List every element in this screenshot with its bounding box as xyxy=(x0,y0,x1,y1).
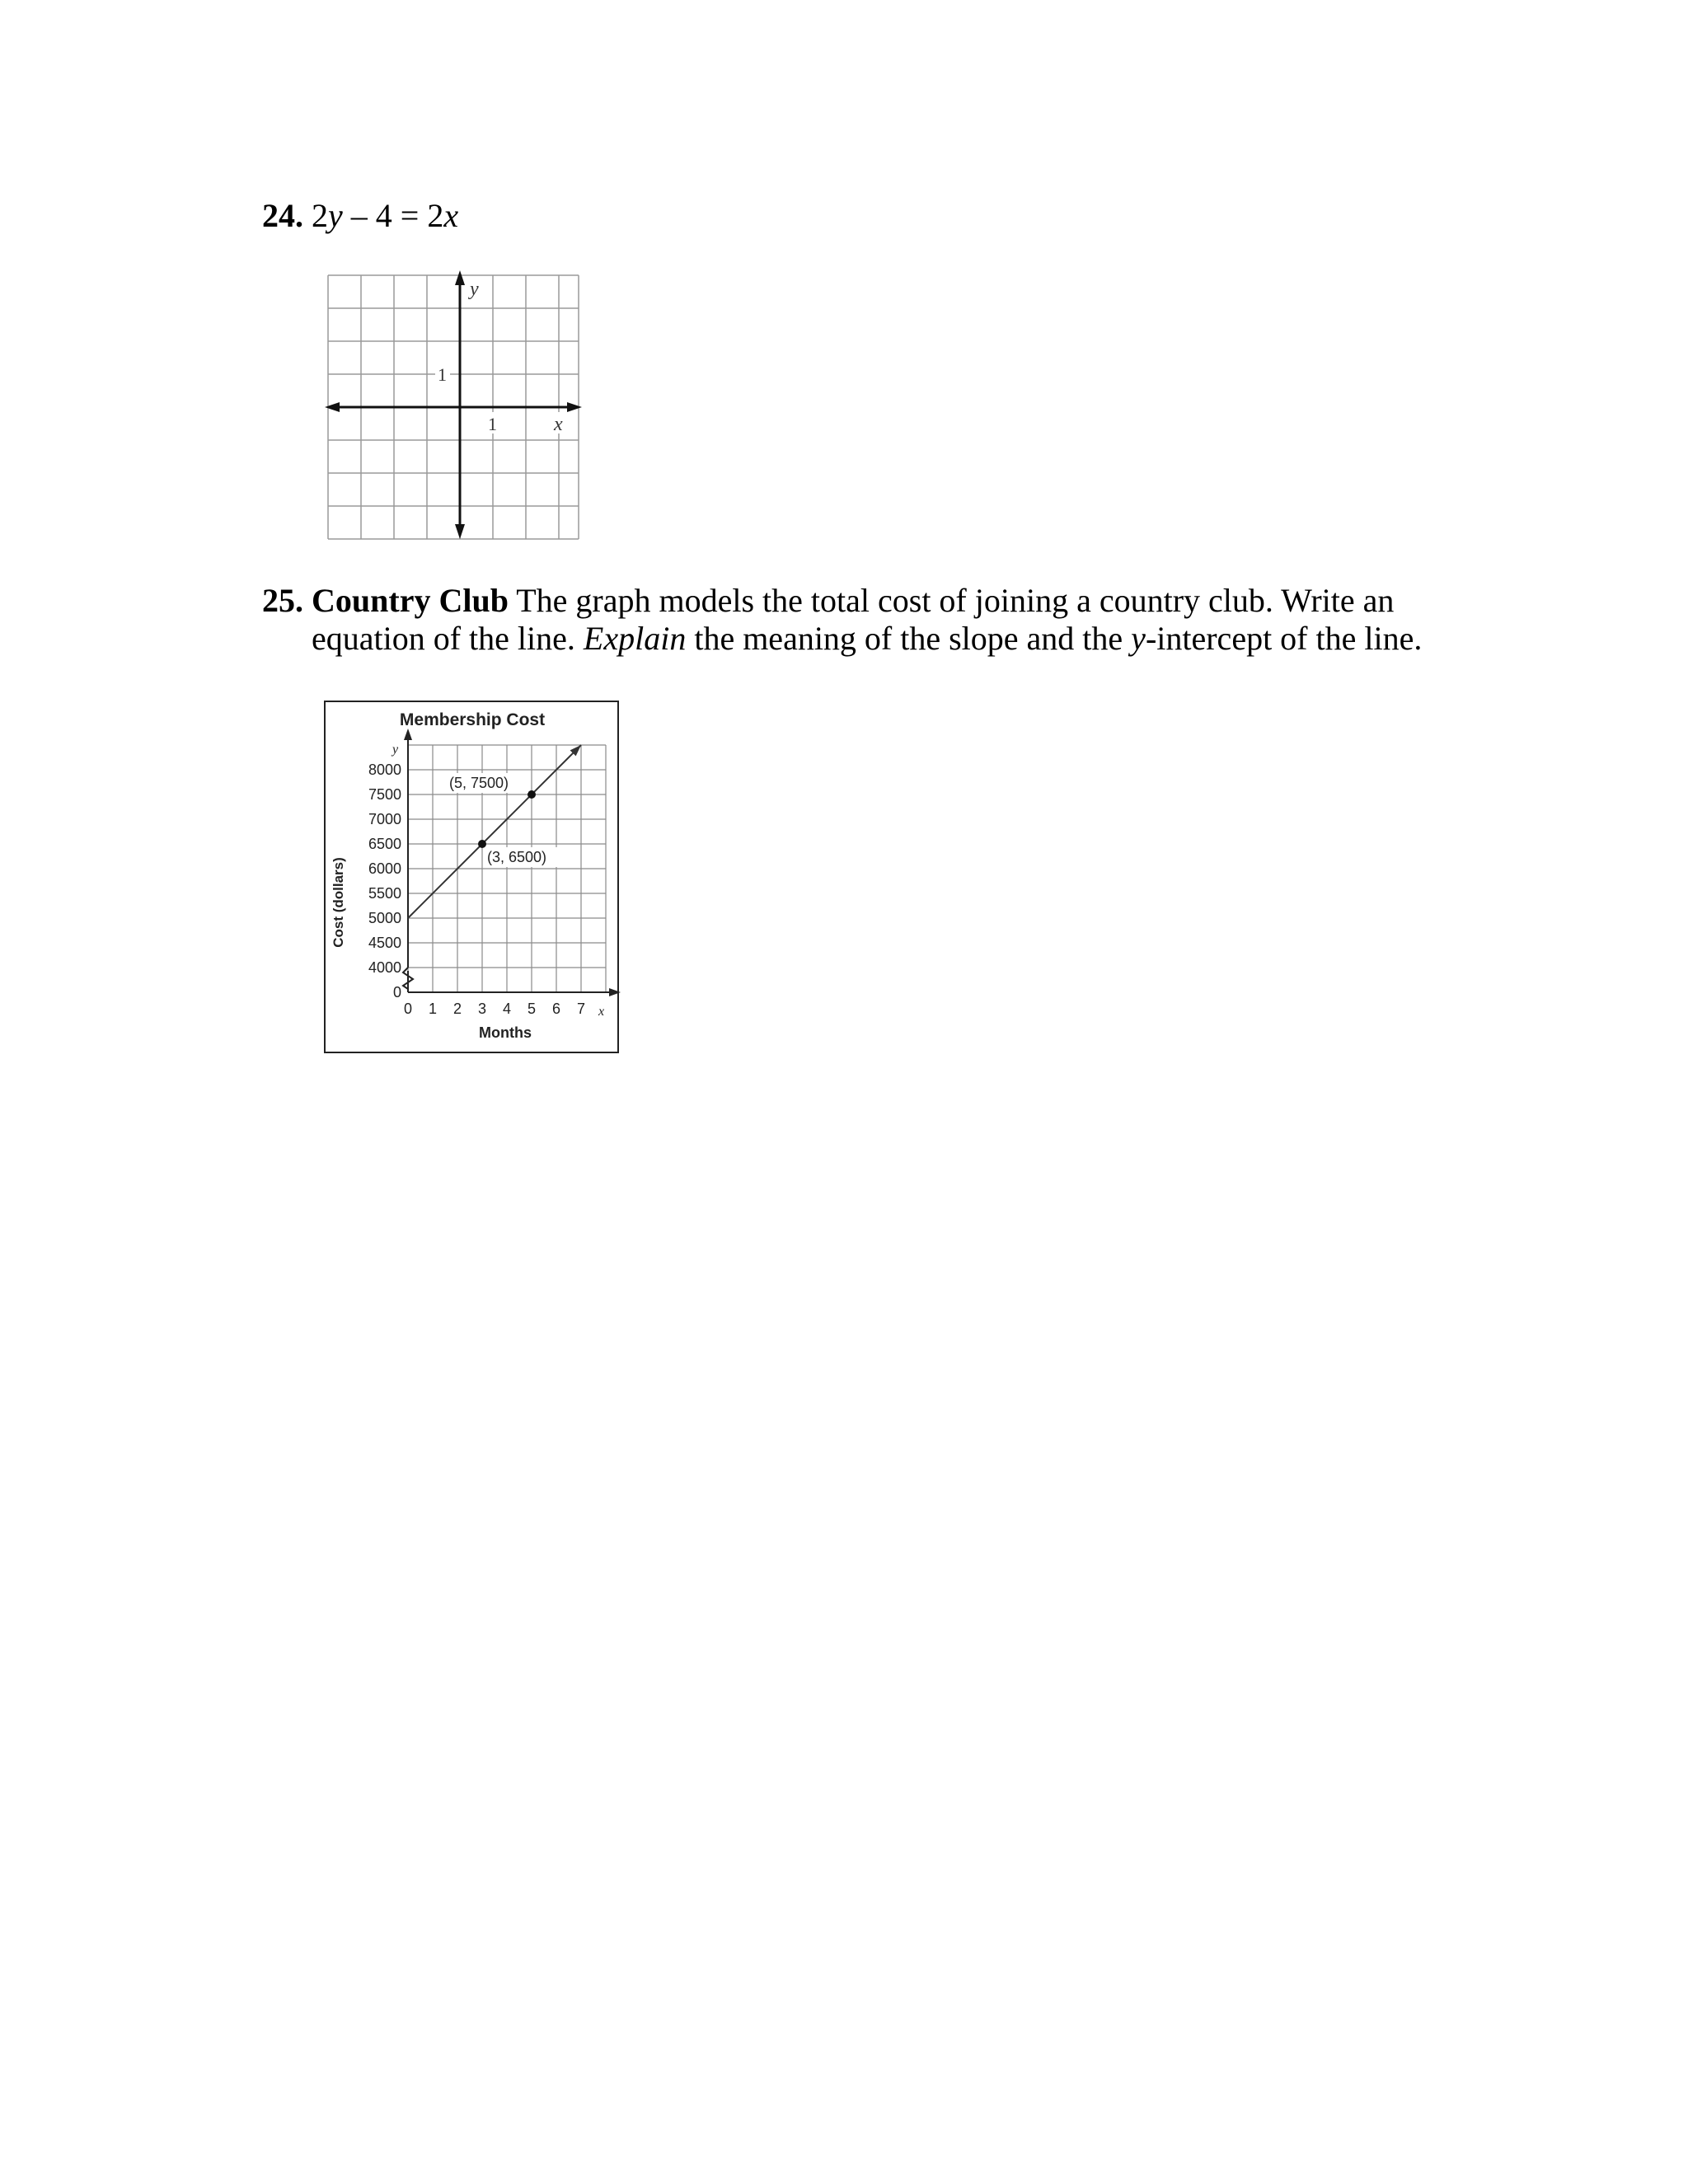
y-axis-arrow-up xyxy=(455,270,465,285)
y-tick-label: 0 xyxy=(392,984,401,1001)
y-axis-arrow-down xyxy=(455,524,465,539)
x-tick-label: 5 xyxy=(527,1001,537,1017)
data-label: (5, 7500) xyxy=(449,775,509,791)
data-label: (3, 6500) xyxy=(487,849,547,865)
text-part-variable: y xyxy=(1131,620,1146,657)
y-axis-symbol: y xyxy=(392,743,399,757)
x-tick-label: 1 xyxy=(428,1001,438,1017)
y-tick-label: 1 xyxy=(438,364,447,385)
coordinate-grid xyxy=(321,269,585,541)
problem-25-line2 xyxy=(262,620,1457,658)
text-part: equation of the line. xyxy=(312,620,584,657)
x-tick-label: 6 xyxy=(551,1001,561,1017)
x-tick-label: 7 xyxy=(576,1001,586,1017)
equation-part: 2 xyxy=(312,197,328,234)
x-tick-label: 3 xyxy=(477,1001,487,1017)
equation-variable-x: x xyxy=(443,197,459,234)
problem-25-line1: The graph models the total cost of joining a country club. Write an xyxy=(508,582,1395,619)
y-tick-label: 5000 xyxy=(368,910,401,926)
y-tick-label: 4000 xyxy=(368,959,401,976)
text-part: -intercept of the line. xyxy=(1145,620,1423,657)
y-axis-title: Cost (dollars) xyxy=(331,857,346,948)
problem-25-title: Country Club xyxy=(312,582,509,619)
equation-part: – 4 = 2 xyxy=(342,197,444,234)
problem-24-heading xyxy=(262,196,458,235)
y-tick-label: 6000 xyxy=(368,860,401,877)
x-tick-label: 1 xyxy=(488,414,497,434)
y-tick-label: 8000 xyxy=(368,762,401,778)
membership-cost-chart xyxy=(324,701,621,1055)
x-axis-symbol: x xyxy=(598,1005,605,1019)
problem-25-number: 25. xyxy=(262,582,303,619)
y-axis-label: y xyxy=(470,279,479,300)
x-axis-title: Months xyxy=(479,1024,532,1041)
x-axis-arrow-right xyxy=(567,402,582,412)
y-tick-label: 5500 xyxy=(368,885,401,902)
x-tick-label: 2 xyxy=(452,1001,462,1017)
x-tick-label: 0 xyxy=(403,1001,413,1017)
data-point xyxy=(478,840,486,848)
y-tick-label: 6500 xyxy=(368,836,401,852)
x-axis-label: x xyxy=(554,414,563,435)
data-point xyxy=(528,790,536,799)
y-tick-label: 7500 xyxy=(368,786,401,803)
y-tick-label: 4500 xyxy=(368,935,401,951)
y-tick-label: 7000 xyxy=(368,811,401,827)
problem-24-number: 24. xyxy=(262,197,303,234)
x-axis-arrow-left xyxy=(325,402,340,412)
chart-title: Membership Cost xyxy=(399,710,546,729)
x-tick-label: 4 xyxy=(502,1001,512,1017)
text-part: the meaning of the slope and the xyxy=(686,620,1132,657)
equation-variable-y: y xyxy=(328,197,343,234)
text-part-emphasis: Explain xyxy=(583,620,687,657)
problem-25-text xyxy=(262,582,1457,658)
